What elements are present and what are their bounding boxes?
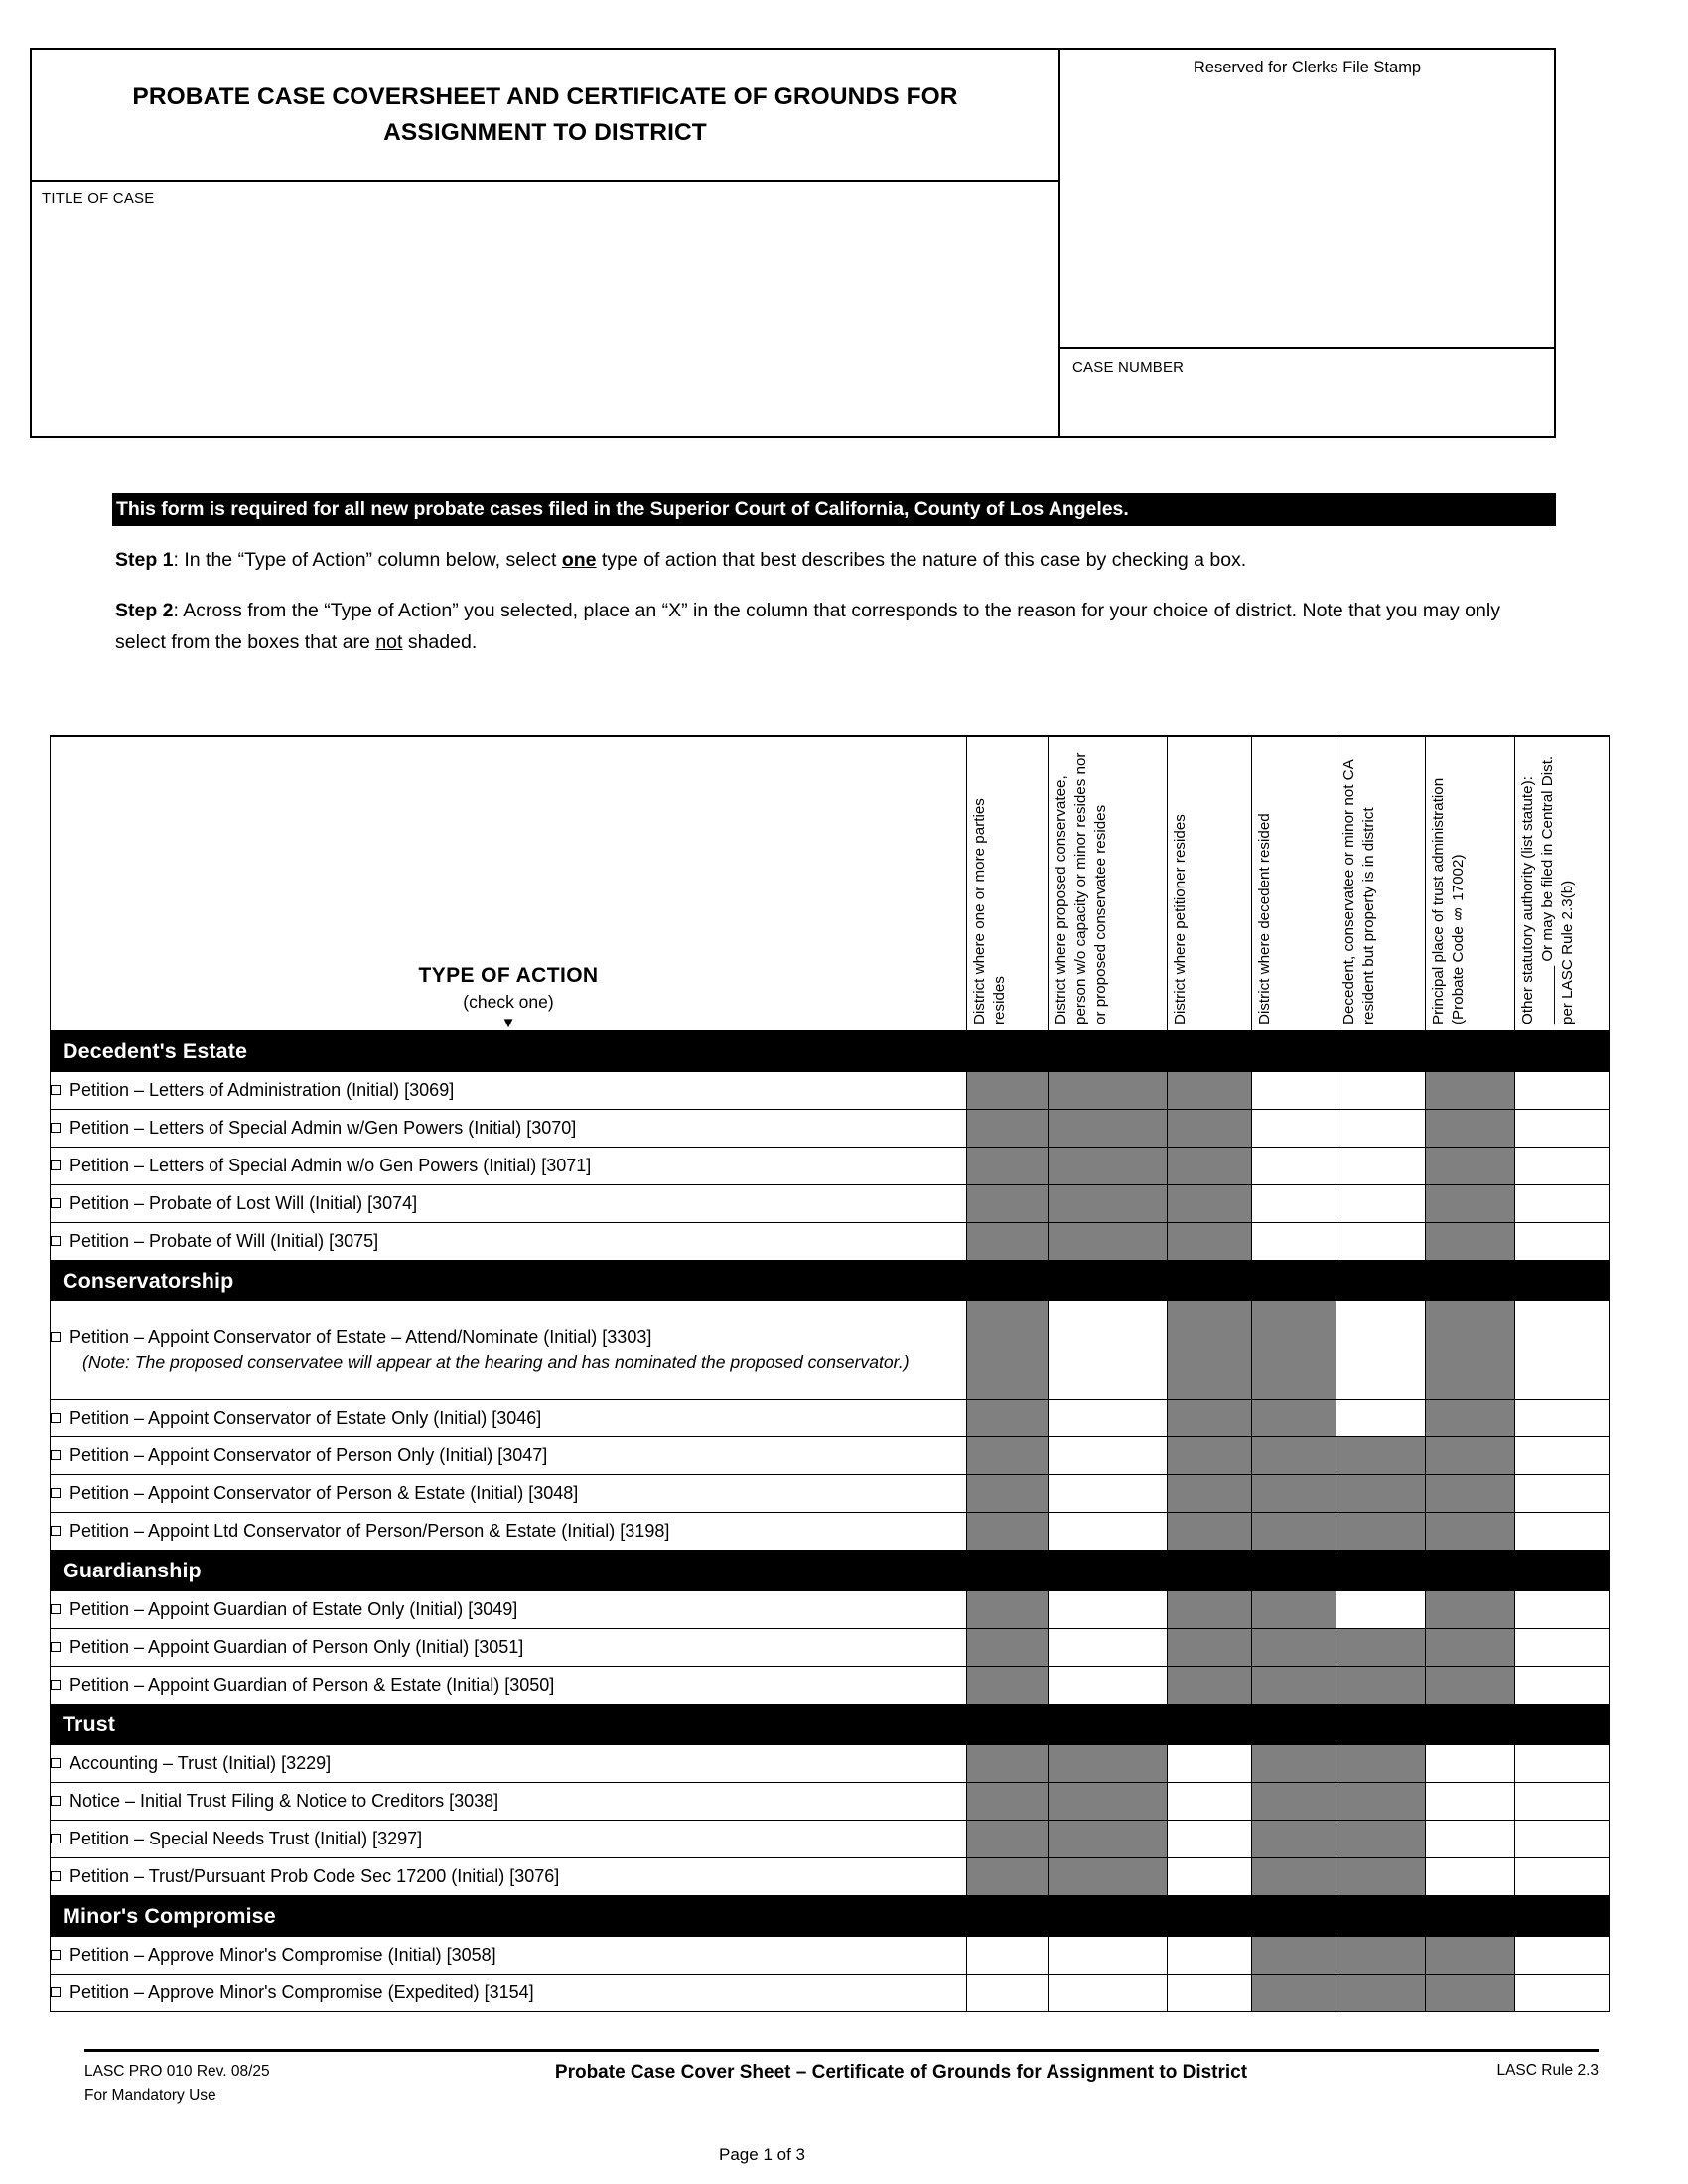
grounds-cell-selectable[interactable]: [1049, 1629, 1168, 1667]
action-type-label: Petition – Appoint Guardian of Estate Only (Initial) [3049]: [70, 1598, 518, 1619]
grounds-cell-selectable[interactable]: [1049, 1975, 1168, 2012]
grounds-cell-selectable[interactable]: [1049, 1475, 1168, 1513]
checkbox-icon[interactable]: [51, 1413, 61, 1423]
grounds-cell-shaded: [1426, 1437, 1515, 1475]
section-header-cell: [51, 1551, 1610, 1590]
checkbox-icon[interactable]: [51, 1332, 61, 1342]
grounds-cell-selectable[interactable]: [1336, 1590, 1426, 1629]
grounds-cell-selectable[interactable]: [1168, 1936, 1252, 1975]
grounds-cell-selectable[interactable]: [967, 1936, 1049, 1975]
type-of-action-header-cell: [51, 736, 967, 1031]
checkbox-icon[interactable]: [51, 1085, 61, 1095]
checkbox-icon[interactable]: [51, 1950, 61, 1960]
grounds-cell-selectable[interactable]: [1336, 1185, 1426, 1223]
grounds-cell-shaded: [967, 1821, 1049, 1858]
grounds-cell-shaded: [1426, 1110, 1515, 1148]
grounds-cell-shaded: [967, 1400, 1049, 1437]
checkbox-icon[interactable]: [51, 1987, 61, 1997]
grounds-cell-selectable[interactable]: [1515, 1513, 1610, 1552]
table-row: [51, 1936, 1610, 1975]
action-type-cell[interactable]: [51, 1300, 967, 1400]
grounds-cell-selectable[interactable]: [1252, 1110, 1336, 1148]
grounds-cell-shaded: [1049, 1783, 1168, 1821]
grounds-cell-shaded: [1252, 1821, 1336, 1858]
grounds-cell-shaded: [1252, 1300, 1336, 1400]
checkbox-icon[interactable]: [51, 1160, 61, 1170]
section-title: Decedent's Estate: [63, 1038, 248, 1063]
action-type-label: Notice – Initial Trust Filing & Notice to Creditors [3038]: [70, 1790, 499, 1811]
action-type-cell[interactable]: [51, 1513, 967, 1552]
action-type-line: [51, 1673, 966, 1698]
grounds-cell-shaded: [1336, 1513, 1426, 1552]
grounds-cell-shaded: [1168, 1071, 1252, 1110]
checkbox-icon[interactable]: [51, 1450, 61, 1460]
action-type-cell[interactable]: [51, 1629, 967, 1667]
grounds-cell-shaded: [1336, 1821, 1426, 1858]
checkbox-icon[interactable]: [51, 1834, 61, 1843]
grounds-cell-shaded: [1426, 1513, 1515, 1552]
form-code-line-1: LASC PRO 010 Rev. 08/25: [84, 2063, 270, 2080]
grounds-cell-selectable[interactable]: [1515, 1821, 1610, 1858]
grounds-cell-shaded: [1252, 1936, 1336, 1975]
action-type-cell[interactable]: [51, 1590, 967, 1629]
section-title: Trust: [63, 1711, 116, 1736]
grounds-cell-selectable[interactable]: [1515, 1858, 1610, 1897]
action-type-label: Petition – Appoint Conservator of Person Only (Initial) [3047]: [70, 1444, 548, 1465]
grounds-cell-shaded: [967, 1148, 1049, 1185]
section-title: Minor's Compromise: [63, 1903, 276, 1928]
instructions-block: [112, 493, 1556, 658]
grounds-cell-shaded: [967, 1858, 1049, 1897]
page-number: Page 1 of 3: [719, 2145, 805, 2165]
grounds-cell-shaded: [967, 1110, 1049, 1148]
column-header-6: [1426, 736, 1515, 1031]
grounds-cell-selectable[interactable]: [1515, 1300, 1610, 1400]
grounds-cell-shaded: [1426, 1400, 1515, 1437]
grounds-cell-selectable[interactable]: [1336, 1071, 1426, 1110]
table-row: [51, 1400, 1610, 1437]
grounds-cell-selectable[interactable]: [1515, 1437, 1610, 1475]
grounds-cell-shaded: [1252, 1475, 1336, 1513]
action-type-cell[interactable]: [51, 1821, 967, 1858]
column-header-label: Principal place of trust administration (Probate Code § 17002): [1430, 777, 1468, 1024]
grounds-cell-shaded: [1168, 1513, 1252, 1552]
step-2-instruction: [112, 596, 1556, 658]
grounds-cell-shaded: [1168, 1148, 1252, 1185]
footer-rule-reference: LASC Rule 2.3: [1496, 2062, 1599, 2079]
action-type-note: (Note: The proposed conservatee will appear at the hearing and has nominated the proposed conservator.): [82, 1352, 910, 1373]
grounds-cell-shaded: [1426, 1936, 1515, 1975]
action-type-cell[interactable]: [51, 1975, 967, 2012]
section-title: Guardianship: [63, 1558, 202, 1582]
table-row: [51, 1185, 1610, 1223]
grounds-cell-shaded: [1426, 1300, 1515, 1400]
grounds-cell-selectable[interactable]: [1515, 1667, 1610, 1706]
caption-box: [30, 48, 1556, 438]
action-type-cell[interactable]: [51, 1744, 967, 1783]
grounds-cell-selectable[interactable]: [1049, 1936, 1168, 1975]
step-1-emphasis: one: [561, 549, 597, 572]
grounds-cell-selectable[interactable]: [1049, 1400, 1168, 1437]
grounds-cell-selectable[interactable]: [1426, 1744, 1515, 1783]
action-type-line: [51, 1154, 966, 1178]
grounds-cell-shaded: [967, 1667, 1049, 1706]
action-type-label: Petition – Approve Minor's Compromise (Initial) [3058]: [70, 1944, 496, 1965]
grounds-cell-selectable[interactable]: [1515, 1400, 1610, 1437]
grounds-cell-shaded: [1252, 1858, 1336, 1897]
section-header-row: [51, 1705, 1610, 1744]
action-type-cell[interactable]: [51, 1110, 967, 1148]
clerk-file-stamp-label: Reserved for Clerks File Stamp: [1193, 59, 1422, 76]
section-header-cell: [51, 1261, 1610, 1300]
grounds-cell-shaded: [1336, 1667, 1426, 1706]
footer-form-name: Probate Case Cover Sheet – Certificate of Grounds for Assignment to District: [554, 2062, 1248, 2083]
grounds-cell-shaded: [1252, 1437, 1336, 1475]
grounds-cell-shaded: [1252, 1629, 1336, 1667]
grounds-cell-shaded: [1049, 1148, 1168, 1185]
grounds-cell-shaded: [967, 1475, 1049, 1513]
grounds-cell-shaded: [1168, 1400, 1252, 1437]
step-1-text-b: type of action that best describes the nature of this case by checking a box.: [596, 549, 1247, 572]
action-type-line: [51, 1789, 966, 1814]
action-type-line: [51, 1443, 966, 1468]
grounds-cell-shaded: [1252, 1400, 1336, 1437]
grounds-cell-selectable[interactable]: [1426, 1858, 1515, 1897]
clerk-file-stamp-area: [1060, 50, 1554, 349]
grounds-cell-shaded: [1426, 1975, 1515, 2012]
action-type-cell[interactable]: [51, 1783, 967, 1821]
grounds-cell-shaded: [1336, 1629, 1426, 1667]
type-of-action-subtitle: (check one): [463, 992, 554, 1012]
checkbox-icon[interactable]: [51, 1236, 61, 1246]
grounds-cell-selectable[interactable]: [1515, 1744, 1610, 1783]
column-header-3: [1168, 736, 1252, 1031]
form-code-line-2: For Mandatory Use: [84, 2087, 216, 2105]
action-type-label: Petition – Probate of Will (Initial) [3075]: [70, 1230, 379, 1251]
grounds-cell-selectable[interactable]: [1515, 1590, 1610, 1629]
grounds-cell-selectable[interactable]: [1515, 1475, 1610, 1513]
column-header-1: [967, 736, 1049, 1031]
checkbox-icon[interactable]: [51, 1680, 61, 1690]
grounds-cell-shaded: [967, 1744, 1049, 1783]
grounds-cell-shaded: [1336, 1858, 1426, 1897]
title-of-case-field[interactable]: [32, 182, 1058, 436]
action-type-label: Petition – Appoint Conservator of Estate – Attend/Nominate (Initial) [3303]: [70, 1326, 652, 1347]
section-header-cell: [51, 1705, 1610, 1744]
grounds-cell-shaded: [1049, 1110, 1168, 1148]
checkbox-icon[interactable]: [51, 1871, 61, 1881]
grounds-cell-shaded: [1336, 1975, 1426, 2012]
grounds-cell-selectable[interactable]: [1252, 1223, 1336, 1262]
action-type-label: Accounting – Trust (Initial) [3229]: [70, 1752, 332, 1773]
grounds-cell-shaded: [1252, 1744, 1336, 1783]
grounds-cell-selectable[interactable]: [1515, 1148, 1610, 1185]
column-header-label: District where proposed conservatee, person w/o capacity or minor resides nor or proposed conservatee resides: [1053, 752, 1110, 1024]
grounds-cell-shaded: [1426, 1590, 1515, 1629]
column-header-label: District where petitioner resides: [1172, 814, 1189, 1024]
table-row: [51, 1513, 1610, 1552]
grounds-cell-selectable[interactable]: [1168, 1744, 1252, 1783]
step-1-label: Step 1: [115, 549, 174, 572]
action-type-label: Petition – Special Needs Trust (Initial) [3297]: [70, 1828, 423, 1848]
case-number-field[interactable]: [1060, 349, 1554, 436]
grounds-cell-shaded: [1426, 1223, 1515, 1262]
grounds-cell-shaded: [1168, 1437, 1252, 1475]
column-header-5: [1336, 736, 1426, 1031]
table-row: [51, 1783, 1610, 1821]
action-type-label: Petition – Appoint Guardian of Person Only (Initial) [3051]: [70, 1636, 524, 1657]
action-type-label: Petition – Trust/Pursuant Prob Code Sec 17200 (Initial) [3076]: [70, 1865, 560, 1886]
action-type-line: [51, 1751, 966, 1776]
column-header-4: [1252, 736, 1336, 1031]
grounds-cell-selectable[interactable]: [1049, 1300, 1168, 1400]
down-triangle-icon: ▼: [500, 1015, 516, 1031]
grounds-cell-shaded: [1426, 1185, 1515, 1223]
footer-divider: [84, 2049, 1599, 2052]
page-footer: [84, 2060, 1599, 2165]
checkbox-icon[interactable]: [51, 1488, 61, 1498]
action-type-cell[interactable]: [51, 1223, 967, 1262]
step-2-text-a: : Across from the “Type of Action” you selected, place an “X” in the column that corresponds to the reason for your choice of district. Note that you may only select from the boxes that are: [115, 600, 1500, 653]
action-type-line: [51, 1325, 966, 1350]
grounds-cell-shaded: [967, 1437, 1049, 1475]
table-row: [51, 1590, 1610, 1629]
grounds-cell-shaded: [1426, 1667, 1515, 1706]
table-row: [51, 1667, 1610, 1706]
grounds-cell-shaded: [1252, 1513, 1336, 1552]
table-row: [51, 1858, 1610, 1897]
grounds-cell-selectable[interactable]: [1515, 1110, 1610, 1148]
grounds-cell-selectable[interactable]: [1049, 1590, 1168, 1629]
table-row: [51, 1071, 1610, 1110]
grounds-cell-selectable[interactable]: [1049, 1667, 1168, 1706]
form-code-block: [84, 2060, 382, 2108]
action-type-line: [51, 1519, 966, 1544]
action-type-line: [51, 1078, 966, 1103]
grounds-cell-selectable[interactable]: [1336, 1148, 1426, 1185]
grounds-cell-shaded: [1168, 1185, 1252, 1223]
step-2-label: Step 2: [115, 600, 174, 621]
checkbox-icon[interactable]: [51, 1796, 61, 1806]
action-type-label: Petition – Appoint Guardian of Person & Estate (Initial) [3050]: [70, 1674, 555, 1695]
grounds-cell-selectable[interactable]: [1426, 1821, 1515, 1858]
type-of-action-table: [50, 735, 1610, 2012]
section-header-row: [51, 1261, 1610, 1300]
grounds-cell-selectable[interactable]: [1336, 1110, 1426, 1148]
grounds-cell-shaded: [967, 1783, 1049, 1821]
grounds-cell-shaded: [967, 1300, 1049, 1400]
action-type-label: Petition – Appoint Ltd Conservator of Person/Person & Estate (Initial) [3198]: [70, 1520, 670, 1541]
grounds-cell-shaded: [1426, 1148, 1515, 1185]
grounds-cell-shaded: [1168, 1300, 1252, 1400]
table-row: [51, 1744, 1610, 1783]
grounds-cell-selectable[interactable]: [1168, 1975, 1252, 2012]
grounds-cell-shaded: [1336, 1475, 1426, 1513]
table-row: [51, 1223, 1610, 1262]
checkbox-icon[interactable]: [51, 1604, 61, 1614]
grounds-cell-shaded: [1168, 1110, 1252, 1148]
section-header-cell: [51, 1031, 1610, 1071]
grounds-cell-shaded: [1049, 1744, 1168, 1783]
grounds-cell-shaded: [1168, 1223, 1252, 1262]
grounds-cell-shaded: [1049, 1223, 1168, 1262]
grounds-cell-selectable[interactable]: [1515, 1629, 1610, 1667]
step-1-text-a: : In the “Type of Action” column below, select: [173, 549, 562, 572]
grounds-cell-shaded: [1426, 1071, 1515, 1110]
table-row: [51, 1475, 1610, 1513]
grounds-cell-shaded: [967, 1590, 1049, 1629]
action-type-cell[interactable]: [51, 1400, 967, 1437]
action-type-line: [51, 1597, 966, 1622]
section-header-row: [51, 1551, 1610, 1590]
grounds-cell-selectable[interactable]: [1168, 1858, 1252, 1897]
grounds-cell-shaded: [1168, 1590, 1252, 1629]
action-type-line: [51, 1406, 966, 1431]
grounds-cell-shaded: [967, 1185, 1049, 1223]
grounds-cell-shaded: [967, 1223, 1049, 1262]
grounds-cell-selectable[interactable]: [1336, 1300, 1426, 1400]
action-type-cell[interactable]: [51, 1437, 967, 1475]
action-type-label: Petition – Letters of Special Admin w/Gen Powers (Initial) [3070]: [70, 1117, 577, 1138]
grounds-cell-shaded: [1336, 1783, 1426, 1821]
grounds-cell-selectable[interactable]: [1515, 1783, 1610, 1821]
action-type-line: [51, 1635, 966, 1660]
grounds-cell-shaded: [1426, 1629, 1515, 1667]
grounds-cell-selectable[interactable]: [1515, 1223, 1610, 1262]
checkbox-icon[interactable]: [51, 1758, 61, 1768]
checkbox-icon[interactable]: [51, 1198, 61, 1208]
caption-left-column: [32, 50, 1060, 436]
action-type-line: [51, 1229, 966, 1254]
action-type-line: [51, 1980, 966, 2005]
step-2-emphasis: not: [375, 630, 403, 653]
grounds-cell-shaded: [1252, 1975, 1336, 2012]
grounds-cell-shaded: [967, 1513, 1049, 1552]
action-type-label: Petition – Letters of Administration (Initial) [3069]: [70, 1079, 455, 1100]
table-header-row: [51, 736, 1610, 1031]
table-row: [51, 1821, 1610, 1858]
checkbox-icon[interactable]: [51, 1642, 61, 1652]
table-row: [51, 1437, 1610, 1475]
grounds-cell-shaded: [1049, 1858, 1168, 1897]
action-type-label: Petition – Appoint Conservator of Person & Estate (Initial) [3048]: [70, 1482, 579, 1503]
grounds-cell-shaded: [1049, 1185, 1168, 1223]
step-2-text-b: shaded.: [402, 630, 478, 653]
type-of-action-title: TYPE OF ACTION: [418, 964, 599, 987]
grounds-cell-selectable[interactable]: [1252, 1071, 1336, 1110]
action-type-cell[interactable]: [51, 1185, 967, 1223]
column-header-2: [1049, 736, 1168, 1031]
action-type-line: [51, 1191, 966, 1216]
grounds-cell-shaded: [1168, 1475, 1252, 1513]
action-type-line: [51, 1864, 966, 1889]
grounds-cell-selectable[interactable]: [1336, 1223, 1426, 1262]
grounds-cell-selectable[interactable]: [1515, 1071, 1610, 1110]
action-type-label: Petition – Approve Minor's Compromise (Expedited) [3154]: [70, 1981, 534, 2002]
table-row: [51, 1148, 1610, 1185]
grounds-cell-selectable[interactable]: [1168, 1783, 1252, 1821]
action-type-cell[interactable]: [51, 1148, 967, 1185]
grounds-cell-selectable[interactable]: [1515, 1185, 1610, 1223]
grounds-cell-shaded: [1336, 1744, 1426, 1783]
grounds-cell-shaded: [967, 1629, 1049, 1667]
column-header-label: District where one or more parties resides: [971, 798, 1009, 1024]
section-header-row: [51, 1031, 1610, 1071]
action-type-line: [51, 1827, 966, 1851]
grounds-cell-shaded: [1336, 1437, 1426, 1475]
section-header-row: [51, 1896, 1610, 1936]
action-type-cell[interactable]: [51, 1858, 967, 1897]
action-type-cell[interactable]: [51, 1071, 967, 1110]
title-of-case-label: TITLE OF CASE: [42, 190, 155, 206]
grounds-cell-shaded: [1049, 1821, 1168, 1858]
requirement-banner: This form is required for all new probate cases filed in the Superior Court of California, County of Los Angeles.: [112, 493, 1556, 526]
section-header-cell: [51, 1896, 1610, 1936]
action-type-line: [51, 1943, 966, 1968]
action-type-cell[interactable]: [51, 1475, 967, 1513]
grounds-cell-shaded: [967, 1071, 1049, 1110]
grounds-cell-selectable[interactable]: [1336, 1400, 1426, 1437]
table-row: [51, 1975, 1610, 2012]
grounds-cell-selectable[interactable]: [1049, 1437, 1168, 1475]
form-title-cell: [32, 50, 1058, 182]
checkbox-icon[interactable]: [51, 1123, 61, 1133]
grounds-cell-shaded: [1168, 1629, 1252, 1667]
action-type-cell[interactable]: [51, 1936, 967, 1975]
grounds-cell-selectable[interactable]: [1252, 1185, 1336, 1223]
checkbox-icon[interactable]: [51, 1526, 61, 1536]
grounds-cell-shaded: [1252, 1667, 1336, 1706]
grounds-cell-selectable[interactable]: [1252, 1148, 1336, 1185]
table-row: [51, 1629, 1610, 1667]
step-1-instruction: [112, 545, 1556, 577]
case-number-label: CASE NUMBER: [1072, 359, 1185, 376]
grounds-cell-selectable[interactable]: [1515, 1975, 1610, 2012]
caption-right-column: [1060, 50, 1554, 436]
action-type-cell[interactable]: [51, 1667, 967, 1706]
column-header-7: [1515, 736, 1610, 1031]
action-type-label: Petition – Letters of Special Admin w/o Gen Powers (Initial) [3071]: [70, 1155, 592, 1175]
column-header-label: Other statutory authority (list statute): _______ Or may be filed in Central Dist. per LASC Rule 2.3(b): [1519, 755, 1577, 1024]
grounds-cell-selectable[interactable]: [1049, 1513, 1168, 1552]
grounds-cell-shaded: [1426, 1475, 1515, 1513]
page-title: PROBATE CASE COVERSHEET AND CERTIFICATE OF GROUNDS FOR ASSIGNMENT TO DISTRICT: [132, 82, 958, 146]
action-type-line: [51, 1481, 966, 1506]
grounds-cell-shaded: [1336, 1936, 1426, 1975]
section-title: Conservatorship: [63, 1268, 234, 1293]
grounds-cell-shaded: [1168, 1667, 1252, 1706]
action-type-label: Petition – Appoint Conservator of Estate Only (Initial) [3046]: [70, 1407, 542, 1428]
grounds-cell-selectable[interactable]: [967, 1975, 1049, 2012]
grounds-cell-shaded: [1252, 1590, 1336, 1629]
action-type-label: Petition – Probate of Lost Will (Initial) [3074]: [70, 1192, 418, 1213]
grounds-cell-selectable[interactable]: [1515, 1936, 1610, 1975]
grounds-cell-selectable[interactable]: [1168, 1821, 1252, 1858]
column-header-label: District where decedent resided: [1256, 813, 1273, 1024]
grounds-cell-selectable[interactable]: [1426, 1783, 1515, 1821]
table-row: [51, 1110, 1610, 1148]
table-row: [51, 1300, 1610, 1400]
grounds-cell-shaded: [1049, 1071, 1168, 1110]
action-type-line: [51, 1116, 966, 1141]
grounds-cell-shaded: [1252, 1783, 1336, 1821]
column-header-label: Decedent, conservatee or minor not CA resident but property is in district: [1340, 760, 1378, 1024]
